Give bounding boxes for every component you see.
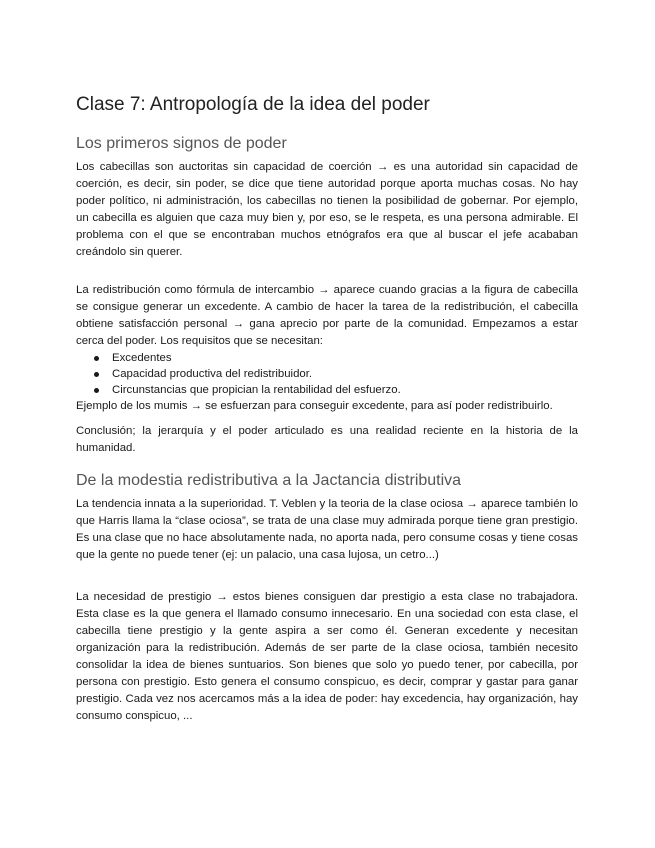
section-heading: De la modestia redistributiva a la Jactancia distributiva: [76, 472, 462, 489]
list-item: Excedentes: [112, 350, 578, 366]
redistribution-block: [76, 282, 578, 415]
conclusion-block: [76, 423, 578, 457]
paragraph: Los cabecillas son auctoritas sin capacidad de coerción → es una autoridad sin capacidad de coerción, es decir, sin poder, se dice que tiene autoridad porque aporta muchas cosas. No hay poder político, ni administración, los cabecillas no tienen la posibilidad de gobernar. Por ejemplo, un cabecilla es alguien que caza muy bien y, por eso, se le respeta, es una persona admirable. El problema con el que se encontraban muchos etnógrafos era que al buscar el jefe acababan creándolo sin querer.: [76, 161, 578, 258]
prestige-block: [76, 589, 578, 725]
section-primeros-signos: [76, 135, 578, 261]
section-modestia: [76, 472, 578, 564]
list-item: Circunstancias que propician la rentabilidad del esfuerzo.: [112, 382, 578, 398]
paragraph: La necesidad de prestigio → estos bienes consiguen dar prestigio a esta clase no trabajadora. Esta clase es la que genera el llamado consumo innecesario. En una sociedad con esta clase, el cabecilla tiene prestigio y la gente aspira a ser como él. Generan excedente y necesitan organización para la redistribución. Además de ser parte de la clase ociosa, también necesito consolidar la idea de bienes suntuarios. Son bienes que solo yo puedo tener, por cabecilla, por persona con prestigio. Esto genera el consumo conspicuo, es decir, comprar y gastar para ganar prestigio. Cada vez nos acercamos más a la idea de poder: hay excedencia, hay organización, hay consumo conspicuo, ...: [76, 591, 578, 722]
paragraph: La redistribución como fórmula de intercambio → aparece cuando gracias a la figura de cabecilla se consigue generar un excedente. A cambio de hacer la tarea de la redistribución, el cabecilla obtiene satisfacción personal → gana aprecio por parte de la comunidad. Empezamos a estar cerca del poder. Los requisitos que se necesitan:: [76, 284, 578, 347]
section-heading: Los primeros signos de poder: [76, 135, 287, 152]
conclusion-paragraph: Conclusión; la jerarquía y el poder articulado es una realidad reciente en la historia de la humanidad.: [76, 425, 578, 454]
requirements-list: [76, 350, 578, 398]
list-item: Capacidad productiva del redistribuidor.: [112, 366, 578, 382]
paragraph: La tendencia innata a la superioridad. T. Veblen y la teoria de la clase ociosa → aparece también lo que Harris llama la “clase ociosa”, se trata de una clase muy admirada porque tiene gran prestigio. Es una clase que no hace absolutamente nada, no aporta nada, pero consume cosas y tiene cosas que la gente no puede tener (ej: un palacio, una casa lujosa, un cetro...): [76, 498, 578, 561]
example-paragraph: Ejemplo de los mumis → se esfuerzan para conseguir excedente, para así poder redistribuirlo.: [76, 400, 553, 412]
page-title: Clase 7: Antropología de la idea del poder: [76, 94, 430, 115]
